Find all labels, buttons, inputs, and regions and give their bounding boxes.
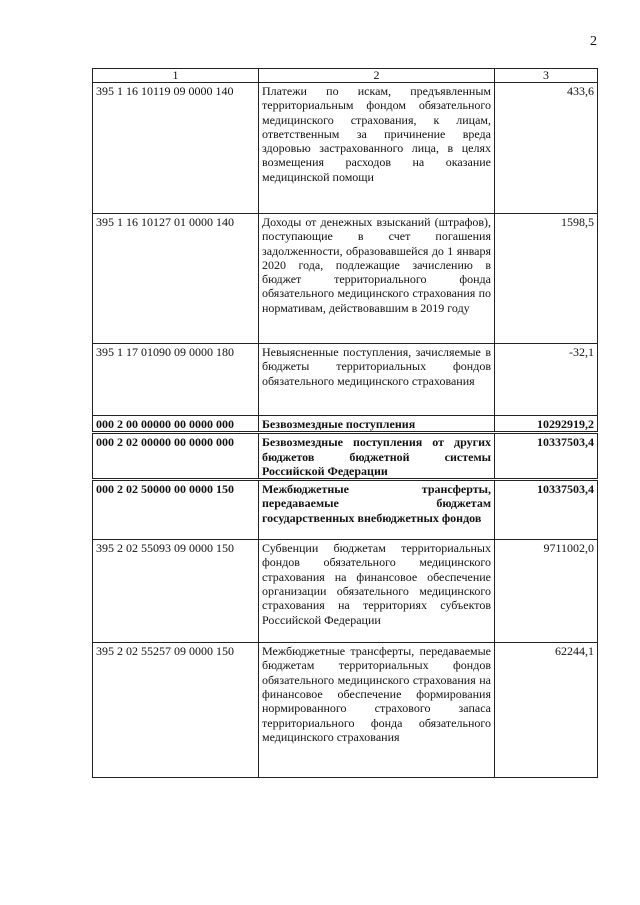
- table-row: [93, 480, 598, 540]
- row-amount: 10337503,4: [495, 480, 598, 540]
- row-description: Субвенции бюджетам территориальных фондов обязательного медицинского страхования на финансовое обеспечение организации обязательного медицинского страхования на территориях субъектов Российской Федерации: [259, 540, 495, 643]
- budget-code: 000 2 02 50000 00 0000 150: [93, 480, 259, 540]
- header-col-2: 2: [259, 69, 495, 83]
- budget-code: 395 2 02 55257 09 0000 150: [93, 643, 259, 778]
- revenue-table: [92, 68, 598, 778]
- table-row: [93, 344, 598, 416]
- header-col-1: 1: [93, 69, 259, 83]
- row-description: Межбюджетные трансферты, передаваемые бюджетам территориальных фондов обязательного медицинского страхования на финансовое обеспечение формирования нормированного страхового запаса территориального фонда обязательного медицинского страхования: [259, 643, 495, 778]
- row-amount: 9711002,0: [495, 540, 598, 643]
- row-description: Доходы от денежных взысканий (штрафов), поступающие в счет погашения задолженности, образовавшейся до 1 января 2020 года, подлежащие зачислению в бюджет территориального фонда обязательного медицинского страхования по нормативам, действовавшим в 2019 году: [259, 214, 495, 344]
- header-row: [93, 69, 598, 83]
- row-amount: 433,6: [495, 83, 598, 214]
- row-amount: -32,1: [495, 344, 598, 416]
- table-row: [93, 433, 598, 480]
- table-row: [93, 540, 598, 643]
- row-amount: 62244,1: [495, 643, 598, 778]
- row-description: Безвозмездные поступления: [259, 416, 495, 433]
- table-row: [93, 214, 598, 344]
- budget-code: 000 2 02 00000 00 0000 000: [93, 433, 259, 480]
- header-col-3: 3: [495, 69, 598, 83]
- table-row: [93, 83, 598, 214]
- row-amount: 10337503,4: [495, 433, 598, 480]
- budget-code: 395 1 16 10127 01 0000 140: [93, 214, 259, 344]
- budget-code: 395 1 16 10119 09 0000 140: [93, 83, 259, 214]
- budget-code: 000 2 00 00000 00 0000 000: [93, 416, 259, 433]
- row-description: Межбюджетные трансферты, передаваемые бюджетам государственных внебюджетных фондов: [259, 480, 495, 540]
- page-number: 2: [590, 34, 597, 49]
- table-row: [93, 416, 598, 433]
- row-amount: 10292919,2: [495, 416, 598, 433]
- budget-code: 395 1 17 01090 09 0000 180: [93, 344, 259, 416]
- row-description: Платежи по искам, предъявленным территориальным фондом обязательного медицинского страхования, к лицам, ответственным за причинение вреда здоровью застрахованного лица, в целях возмещения расходов на оказание медицинской помощи: [259, 83, 495, 214]
- table-row: [93, 643, 598, 778]
- budget-code: 395 2 02 55093 09 0000 150: [93, 540, 259, 643]
- row-description: Безвозмездные поступления от других бюджетов бюджетной системы Российской Федерации: [259, 433, 495, 480]
- row-description: Невыясненные поступления, зачисляемые в бюджеты территориальных фондов обязательного медицинского страхования: [259, 344, 495, 416]
- row-amount: 1598,5: [495, 214, 598, 344]
